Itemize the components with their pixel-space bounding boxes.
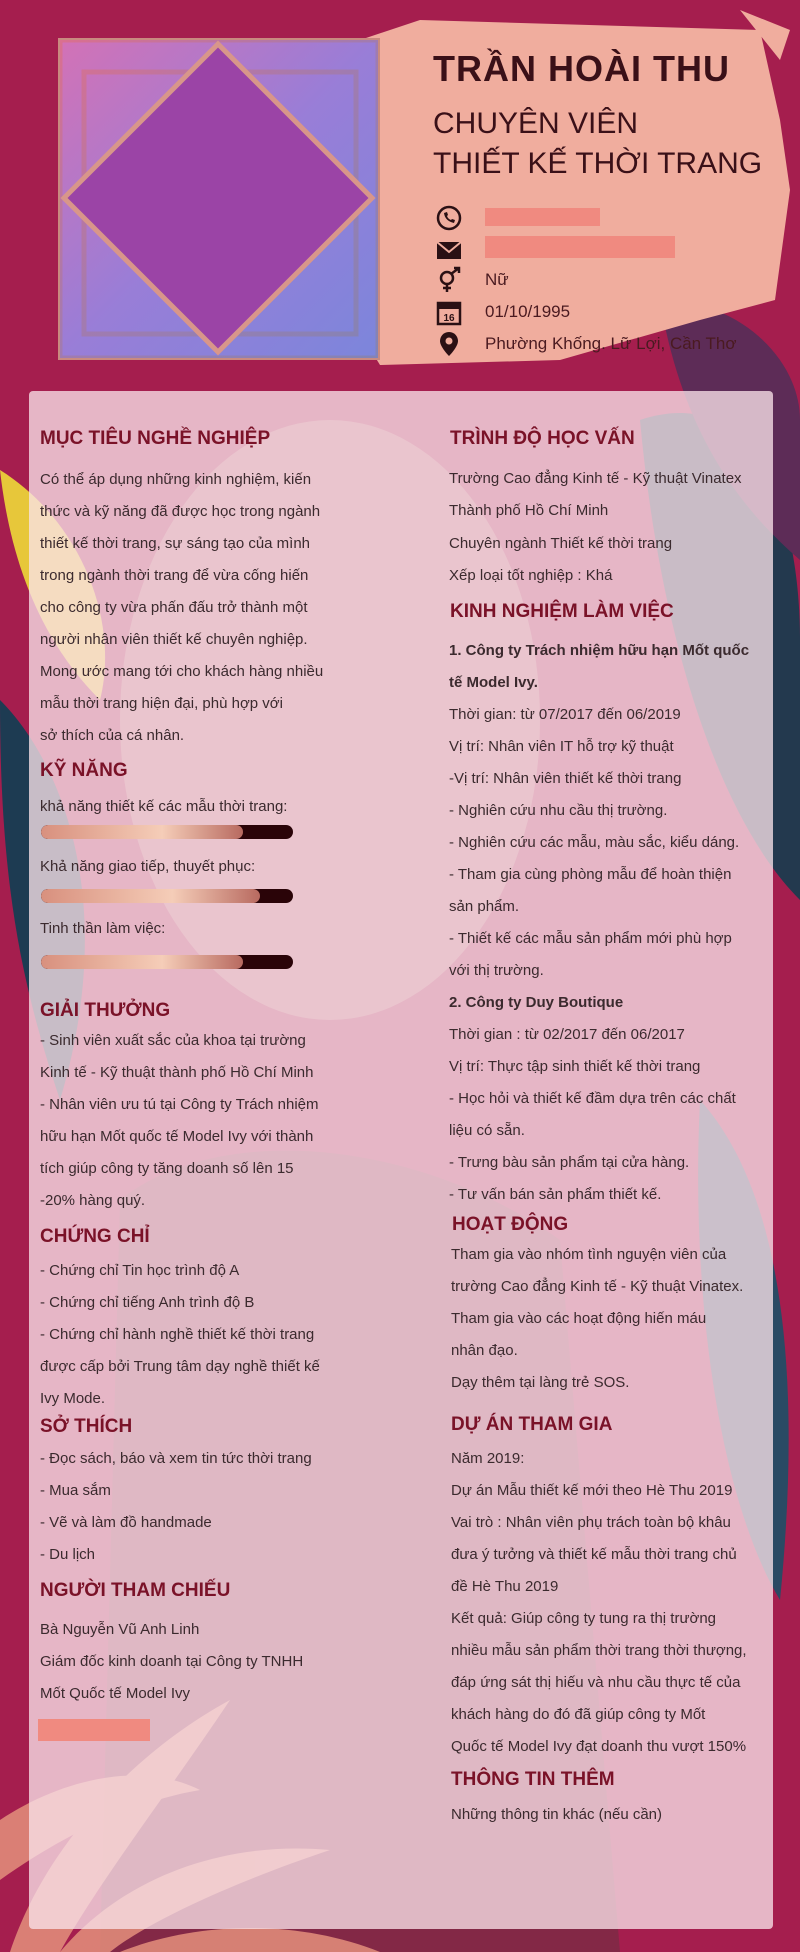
extra-info-text: Những thông tin khác (nếu cần)	[451, 1806, 663, 1823]
envelope-icon	[435, 236, 463, 264]
heading-experience: KINH NGHIỆM LÀM VIỆC	[450, 601, 674, 622]
skill-label: Khả năng giao tiếp, thuyết phục:	[40, 858, 256, 875]
phone-redacted	[485, 208, 600, 226]
candidate-name: TRẦN HOÀI THU	[433, 48, 730, 89]
heading-certificates: CHỨNG CHỈ	[40, 1226, 150, 1247]
email-redacted	[485, 236, 675, 258]
phone-icon	[435, 204, 463, 232]
heading-awards: GIẢI THƯỞNG	[40, 1000, 171, 1021]
contact-phone	[435, 202, 765, 234]
contact-birthday: 16 01/10/1995	[435, 296, 765, 328]
contact-email	[435, 234, 765, 266]
heading-references: NGƯỜI THAM CHIẾU	[40, 1580, 231, 1601]
heading-activities: HOẠT ĐỘNG	[452, 1214, 569, 1235]
skill-bar	[41, 825, 293, 839]
calendar-icon	[435, 298, 463, 326]
skill-bar	[41, 955, 293, 969]
skill-bar	[41, 889, 293, 903]
contact-gender: Nữ	[435, 264, 765, 296]
svg-text:16: 16	[443, 313, 455, 324]
profile-photo-frame	[58, 38, 380, 360]
heading-extra-info: THÔNG TIN THÊM	[451, 1769, 615, 1790]
skill-label: khả năng thiết kế các mẫu thời trang:	[40, 798, 288, 815]
heading-education: TRÌNH ĐỘ HỌC VẤN	[450, 428, 635, 449]
job-title: CHUYÊN VIÊN THIẾT KẾ THỜI TRANG	[433, 107, 763, 180]
skill-label: Tinh thần làm việc:	[40, 920, 166, 937]
gender-icon	[435, 266, 463, 294]
heading-skills: KỸ NĂNG	[40, 760, 128, 781]
contact-address: Phường Khống. Lữ Lợi, Cần Thơ	[435, 328, 765, 360]
reference-contact-redacted	[38, 1719, 150, 1741]
heading-hobbies: SỞ THÍCH	[40, 1416, 133, 1437]
heading-objective: MỤC TIÊU NGHỀ NGHIỆP	[40, 428, 271, 449]
heading-projects: DỰ ÁN THAM GIA	[451, 1414, 613, 1435]
location-pin-icon	[435, 330, 463, 358]
